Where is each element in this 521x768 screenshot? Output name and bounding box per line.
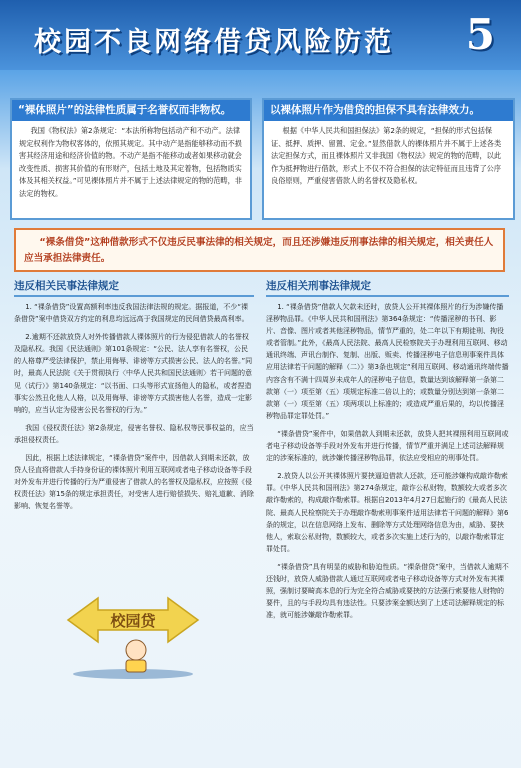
criminal-p2: “裸条借贷”案件中，如果借款人到期未还款，放贷人把其裸照利用互联网或者电子移动设备等手段对外发布并进行传播，情节严重并满足上述司法解释规定的涉案标准的，就涉嫌传播淫秽物品罪，依法应受相应的刑事处罚。 [266,429,509,463]
left-box-text: 我国《物权法》第2条规定：“本法所称物包括动产和不动产。法律规定权利作为物权客体的，依照其规定。其中动产是指能够移动而不损害其经济用途和经济价值的物。不动产是指不能移动或者如果移动就会改变性质、损害其价值的有形财产，包括土地及其定着物，包括物质实体及其相关权益。”可见裸体照片并不属于上述法律规定的物的范畴，非法定的物权。 [19,126,242,198]
page-number: 5 [465,10,495,59]
right-box-heading: 以裸体照片作为借贷的担保不具有法律效力。 [264,100,513,121]
criminal-heading: 违反相关刑事法律规定 [266,278,509,297]
criminal-p4: “裸条借贷”具有明显的威胁和胁迫性质。“裸条借贷”案中，当借款人逾期不还钱时，放贷人威胁借款人通过互联网或者电子移动设备等方式对外发布其裸照，强制讨要畸高本息的行为完全符合威胁或要挟的方法强行索要他人财物的要件，且的与手段均具有违法性。只要涉案金额达到了上述司法解释规定的标准，就可能涉嫌敲诈勒索罪。 [266,562,509,620]
summary-banner [14,228,505,272]
right-box-text: 根据《中华人民共和国担保法》第2条的规定，“担保的形式包括保证、抵押、质押、留置、定金。”显然借款人的裸体照片并不属于上述各类法定担保方式，而且裸体照片又非我国《物权法》规定的物的范畴，以此作为抵押物进行借款，形式上不仅不符合担保的法定特征而且违背了公序良俗原则，严重侵害借款人的名誉权及隐私权。 [271,126,502,186]
civil-law-column [14,278,254,762]
criminal-p1: 1. “裸条借贷”借款人欠款未还时，放贷人公开其裸体照片的行为涉嫌传播淫秽物品罪。《中华人民共和国刑法》第364条规定：“传播淫秽的书刊、影片、音像、图片或者其他淫秽物品，情节严重的，处二年以下有期徒刑、拘役或者管制。”此外，《最高人民法院、最高人民检察院关于办理利用互联网、移动通讯终端、声讯台制作、复制、出版、贩卖、传播淫秽电子信息刑事案件具体应用法律若干问题的解释（二）》第3条也规定“利用互联网、移动通讯终端传播内容含有不满十四周岁未成年人的淫秽电子信息，数量达到该解释第一条第二款第（一）项至第（五）项规定标准二倍以上的；或数量分别达到第一条第二款第（一）项至第（五）项两项以上标准的；或造成严重后果的，均以传播淫秽物品罪定罪处罚。” [266,303,509,420]
sign-text: 校园贷 [110,612,156,630]
criminal-law-column [266,278,509,762]
civil-p4: 因此，根据上述法律规定，“裸条借贷”案件中，因借款人到期未还款，放贷人径直将借款人手持身份证的裸体照片利用互联网或者电子移动设备等手段对外发布并进行传播的行为严重侵害了借款人的名誉权及隐私权，应按照《侵权责任法》第15条的规定承担责任，对受害人进行赔偿损失、赔礼道歉、消除影响、恢复名誉等。 [14,454,254,511]
civil-p3: 我国《侵权责任法》第2条规定，侵害名誉权、隐私权等民事权益的，应当承担侵权责任。 [14,423,254,444]
banner-text: “裸条借贷”这种借款形式不仅违反民事法律的相关规定，而且还涉嫌违反刑事法律的相关规定，相关责任人应当承担法律责任。 [24,237,494,264]
civil-heading: 违反相关民事法律规定 [14,278,254,297]
campus-loan-illustration [58,590,208,680]
civil-p1: 1. “裸条借贷”设置高额利率违反我国法律法规的规定。据报道，不少“裸条借贷”案中借贷双方约定的利息均远远高于我国规定的民间借贷最高利率。 [14,303,249,324]
civil-p2: 2.逾期不还款放贷人对外传播借款人裸体照片的行为侵犯借款人的名誉权及隐私权。我国《民法通则》第101条规定：“公民、法人享有名誉权，公民的人格尊严受法律保护，禁止用侮辱、诽谤等方式损害公民、法人的名誉。”同时，最高人民法院《关于贯彻执行〈中华人民共和国民法通则〉若干问题的意见（试行）》第140条规定：“以书面、口头等形式宣扬他人的隐私，或者捏造事实公然丑化他人人格，以及用侮辱、诽谤等方式损害他人名誉，造成一定影响的，应当认定为侵害公民名誉权的行为。” [14,333,253,414]
page-title: 校园不良网络借贷风险防范 [34,27,394,58]
right-info-box [262,98,515,220]
person-body-icon [126,660,146,672]
criminal-p3: 2.放贷人以公开其裸体照片要挟逼迫借款人还款，还可能涉嫌构成敲诈勒索罪。《中华人民共和国刑法》第274条规定，敲诈公私财物，数额较大或者多次敲诈勒索的，构成敲诈勒索罪。根据自2013年4月27日起施行的《最高人民法院、最高人民检察院关于办理敲诈勒索刑事案件适用法律若干问题的解释》第6条的规定，以在信息网络上发布、删除等方式处理网络信息为由，威胁、要挟他人，索取公私财物，数额较大，或者多次实施上述行为的，以敲诈勒索罪定罪处罚。 [266,472,509,553]
left-box-heading: “裸体照片”的法律性质属于名誉权而非物权。 [12,100,250,121]
left-info-box [10,98,252,220]
person-head-icon [126,640,146,660]
header-banner [0,0,521,70]
